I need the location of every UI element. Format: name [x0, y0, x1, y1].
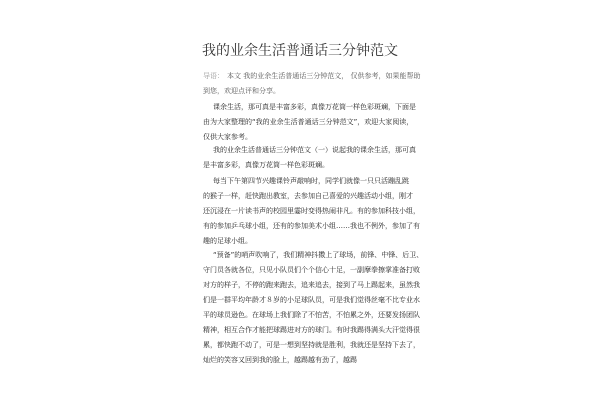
intro-label: 导语：: [203, 72, 224, 80]
intro-line: 到您，欢迎点评和分享。: [203, 87, 280, 95]
paragraph-line: 对方的样子，不停的跑来跑去，追来追去，接到了马上踢起来，虽然我: [203, 281, 420, 289]
intro-line: 本文 我的业余生活普通话三分钟范文， 仅供参考，如果能帮助: [227, 72, 421, 80]
paragraph-line: 灿烂的笑容又回到我的脸上，越踢越有劲了，越踢: [203, 356, 357, 364]
paragraph-line: 有的参加乒乓球小组，还有的参加美术小组……我也不例外，参加了有: [203, 222, 420, 230]
paragraph-3: [203, 174, 443, 249]
paragraph-line: 是丰富多彩，真像万花筒一样色彩斑斓。: [203, 161, 329, 169]
paragraph-line: 仅供大家参考。: [203, 133, 252, 141]
paragraph-4: [203, 248, 443, 368]
paragraph-line: 每当下午第四节兴趣课铃声敲响时，同学们就像一只只活蹦乱跳: [213, 177, 409, 185]
paragraph-line: 累，都快跑不动了，可是一想到坚持就是胜利，我就还是坚持下去了，: [203, 341, 420, 349]
paragraph-line: 还沉浸在一片读书声的校园里霎时变得热闹非凡。有的参加科技小组，: [203, 207, 420, 215]
paragraph-line: 我的业余生活普通话三分钟范文（一）说起我的课余生活，那可真: [213, 146, 416, 154]
paragraph-line: 的猴子一样，赶快跑出教室，去参加自己喜爱的兴趣活动小组，刚才: [203, 192, 413, 200]
paragraph-line: 课余生活，那可真是丰富多彩，真像万花筒一样色彩斑斓，下面是: [213, 103, 416, 111]
paragraph-line: “预备”的哨声吹响了，我们精神抖擞上了球场，前锋、中锋、后卫、: [213, 251, 424, 259]
paragraph-line: 守门员各就各位，只见小队员们个个信心十足，一副摩拳擦掌准备打败: [203, 266, 420, 274]
paragraph-line: 们是一群平均年龄才８岁的小足球队员，可是我们觉得丝毫不比专业水: [203, 296, 420, 304]
paragraph-line: 由为大家整理的“我的业余生活普通话三分钟范文”，欢迎大家阅读，: [203, 118, 414, 126]
page-title: 我的业余生活普通话三分钟范文: [202, 43, 398, 59]
paragraph-line: 平的球员逊色。在球场上我们除了不怕苦，不怕累之外，还要发扬团队: [203, 311, 420, 319]
paragraph-2: [203, 143, 443, 173]
intro-summary: [203, 69, 443, 99]
paragraph-1: [203, 100, 443, 145]
paragraph-line: 趣的足球小组。: [203, 237, 252, 245]
paragraph-line: 精神，相互合作才能把球踢进对方的球门。有时我踢得满头大汗觉得很: [203, 326, 420, 334]
